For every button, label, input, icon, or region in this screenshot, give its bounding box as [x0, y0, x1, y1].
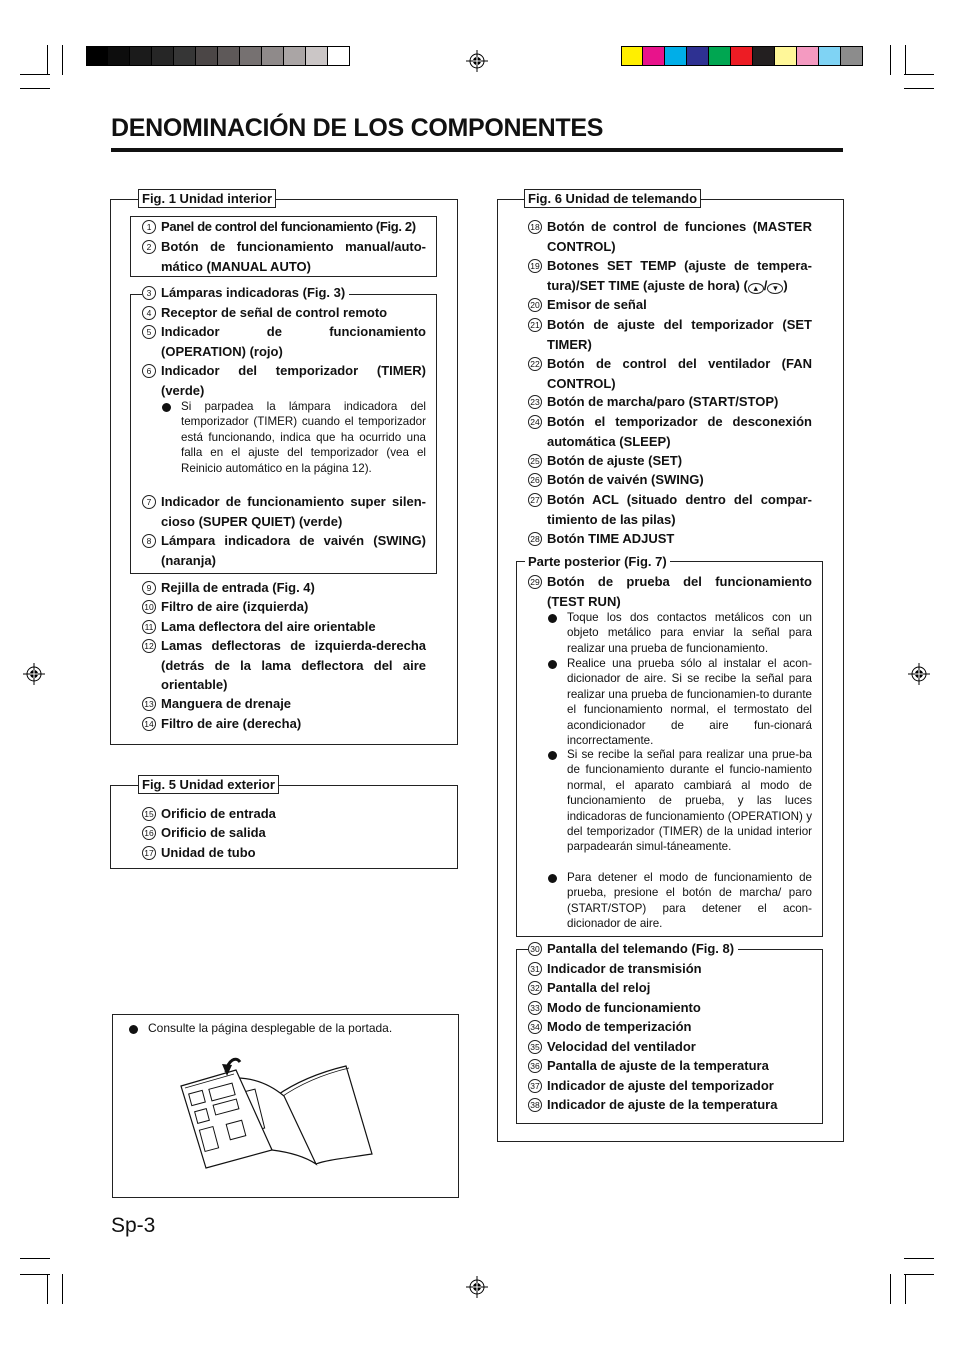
component-item: 1 Panel de control del funcionamiento (Fig. 2) — [142, 217, 426, 237]
test-run-note: Toque los dos contactos metálicos con un objeto metálico para enviar la señal para realizar una prueba de funcionamiento. — [548, 610, 812, 656]
timer-note: Si parpadea la lámpara indicadora del temporizador (TIMER) cuando el temporizador está funcionando, indica que ha ocurrido una falla en el ajuste del temporizador (vea el Reinicio automático en la página 12). — [162, 399, 426, 476]
component-item: 22 Botón de control del ventilador (FAN CONTROL) — [528, 354, 812, 393]
component-item: 28 Botón TIME ADJUST — [528, 529, 812, 549]
component-item: 10 Filtro de aire (izquierda) — [142, 597, 426, 617]
calibration-swatch — [86, 46, 108, 66]
component-item: 8 Lámpara indicadora de vaivén (SWING) (naranja) — [142, 531, 426, 570]
test-run-note: Realice una prueba sólo al instalar el acon-dicionador de aire. Si se recibe la señal para realizar una prueba de funcionamien-to durante el funcionamiento normal, el termostato del acondicionador de aire fun-cionará incorrectamente. — [548, 656, 812, 748]
page-number: Sp-3 — [111, 1214, 156, 1237]
calibration-swatch — [130, 46, 152, 66]
component-item: 13 Manguera de drenaje — [142, 694, 426, 714]
foldout-note: Consulte la página desplegable de la portada. — [129, 1021, 449, 1036]
component-item: 21 Botón de ajuste del temporizador (SET TIMER) — [528, 315, 812, 354]
component-item: 6 Indicador del temporizador (TIMER) (verde) — [142, 361, 426, 400]
component-item: 19 Botones SET TEMP (ajuste de tempera-tura)/SET TIME (ajuste de hora) ( ▴ / ▾ ) — [528, 256, 812, 295]
component-item: 11 Lama deflectora del aire orientable — [142, 617, 426, 637]
calibration-swatch — [775, 46, 797, 66]
component-item: 26 Botón de vaivén (SWING) — [528, 470, 812, 490]
calibration-swatch — [108, 46, 130, 66]
fig6-legend: Fig. 6 Unidad de telemando — [524, 189, 701, 208]
component-item: 29 Botón de prueba del funcionamiento (TEST RUN) — [528, 572, 812, 611]
calibration-swatch — [797, 46, 819, 66]
component-item: 32 Pantalla del reloj — [528, 978, 812, 998]
component-item: 9 Rejilla de entrada (Fig. 4) — [142, 578, 426, 598]
component-item: 31 Indicador de transmisión — [528, 959, 812, 979]
component-item: 7 Indicador de funcionamiento super silen-cioso (SUPER QUIET) (verde) — [142, 492, 426, 531]
fig7-back-legend: Parte posterior (Fig. 7) — [525, 554, 670, 569]
calibration-swatch — [152, 46, 174, 66]
calibration-swatch — [819, 46, 841, 66]
title-underline — [111, 148, 843, 152]
calibration-swatch — [687, 46, 709, 66]
component-item: 27 Botón ACL (situado dentro del compar-timiento de las pilas) — [528, 490, 812, 529]
component-item: 30 Pantalla del telemando (Fig. 8) — [528, 939, 812, 959]
component-item: 12 Lamas deflectoras de izquierda-derecha (detrás de la lama deflectora del aire orientable) — [142, 636, 426, 695]
component-item: 20 Emisor de señal — [528, 295, 812, 315]
component-item: 3 Lámparas indicadoras (Fig. 3) — [142, 283, 426, 303]
component-item: 38 Indicador de ajuste de la temperatura — [528, 1095, 812, 1115]
component-item: 25 Botón de ajuste (SET) — [528, 451, 812, 471]
component-item: 23 Botón de marcha/paro (START/STOP) — [528, 392, 812, 412]
registration-mark-bottom — [466, 1276, 488, 1298]
color-calibration-bar — [621, 46, 863, 66]
component-item: 24 Botón el temporizador de desconexión automática (SLEEP) — [528, 412, 812, 451]
component-item: 33 Modo de funcionamiento — [528, 998, 812, 1018]
component-item: 35 Velocidad del ventilador — [528, 1037, 812, 1057]
component-item: 5 Indicador de funcionamiento (OPERATION) (rojo) — [142, 322, 426, 361]
calibration-swatch — [841, 46, 863, 66]
calibration-swatch — [731, 46, 753, 66]
test-run-note: Si se recibe la señal para realizar una prue-ba de funcionamiento durante el funcio-namiento normal, el aparato cambiará al modo de funcionamiento de prueba, y las luces indicadoras de funcionamiento (OPERATION) y del temporizador (TIMER) de la unidad interior parpadearán simul-táneamente. — [548, 747, 812, 855]
calibration-swatch — [218, 46, 240, 66]
registration-mark-top — [466, 50, 488, 72]
temp-down-icon: ▾ — [767, 283, 783, 294]
calibration-swatch — [643, 46, 665, 66]
fig5-legend: Fig. 5 Unidad exterior — [138, 775, 279, 794]
component-item: 16 Orificio de salida — [142, 823, 426, 843]
grayscale-calibration-bar — [86, 46, 350, 66]
fig1-legend: Fig. 1 Unidad interior — [138, 189, 276, 208]
calibration-swatch — [306, 46, 328, 66]
page-title: DENOMINACIÓN DE LOS COMPONENTES — [111, 114, 604, 142]
calibration-swatch — [262, 46, 284, 66]
open-booklet-illustration — [176, 1052, 378, 1170]
calibration-swatch — [621, 46, 643, 66]
calibration-swatch — [328, 46, 350, 66]
calibration-swatch — [709, 46, 731, 66]
calibration-swatch — [240, 46, 262, 66]
component-item: 4 Receptor de señal de control remoto — [142, 303, 426, 323]
component-item: 17 Unidad de tubo — [142, 843, 426, 863]
component-item: 15 Orificio de entrada — [142, 804, 426, 824]
calibration-swatch — [174, 46, 196, 66]
temp-up-icon: ▴ — [748, 283, 764, 294]
registration-mark-right — [908, 663, 930, 685]
calibration-swatch — [284, 46, 306, 66]
component-item: 18 Botón de control de funciones (MASTER CONTROL) — [528, 217, 812, 256]
calibration-swatch — [196, 46, 218, 66]
component-item: 34 Modo de temperización — [528, 1017, 812, 1037]
component-item: 36 Pantalla de ajuste de la temperatura — [528, 1056, 812, 1076]
calibration-swatch — [665, 46, 687, 66]
test-run-note: Para detener el modo de funcionamiento de prueba, presione el botón de marcha/ paro (START/STOP) para detener el acon-dicionador de aire. — [548, 870, 812, 932]
calibration-swatch — [753, 46, 775, 66]
registration-mark-left — [23, 663, 45, 685]
component-item: 2 Botón de funcionamiento manual/auto-mático (MANUAL AUTO) — [142, 237, 426, 276]
component-item: 37 Indicador de ajuste del temporizador — [528, 1076, 812, 1096]
component-item: 14 Filtro de aire (derecha) — [142, 714, 426, 734]
